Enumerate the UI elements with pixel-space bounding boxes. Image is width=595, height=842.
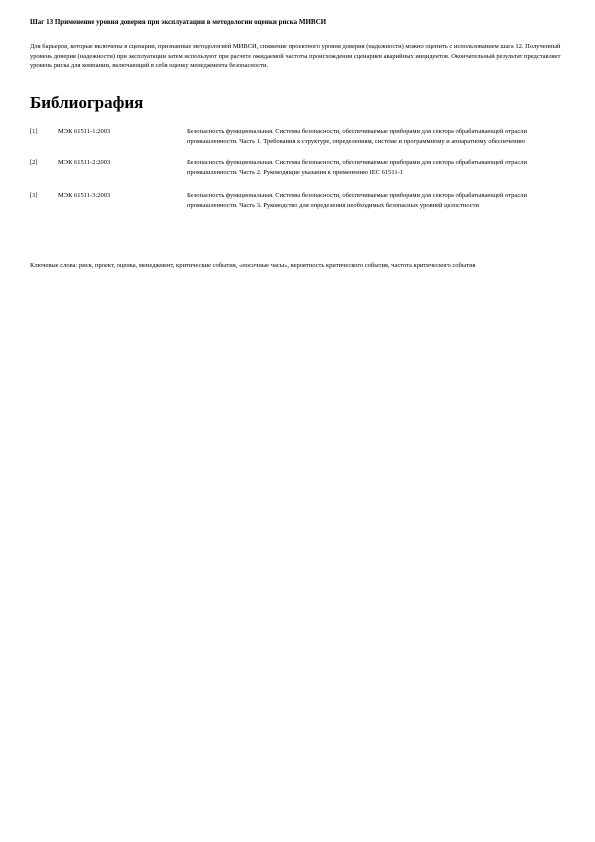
bibliography-entry-1 [30,127,570,158]
bibliography-code: МЭК 61511-1:2003 [58,128,111,135]
bibliography-description: Безопасность функциональная. Системы безопасности, обеспечиваемые приборами для сектора обрабатывающей отрасли промышленности. Часть 1. Требования к структуре, определениям, системе и программному и аппаратному обеспечению [187,128,527,145]
keywords-paragraph: Ключевые слова: риск, проект, оценка, менеджмент, критические события, «посочные часы», вероятность критического события, частота критического события [30,262,476,269]
bibliography-description: Безопасность функциональная. Системы безопасности, обеспечиваемые приборами для сектора обрабатывающей отрасли промышленности. Часть 3. Руководство для определения необходимых безопасных уровней целостности [187,192,527,209]
bibliography-number: [1] [30,128,38,135]
bibliography-number: [3] [30,192,38,199]
step-title: Шаг 13 Применение уровня доверия при эксплуатации в методологии оценки риска МИВСИ [30,18,327,26]
bibliography-list [30,127,570,222]
bibliography-code: МЭК 61511-3:2003 [58,192,111,199]
bibliography-heading: Библиография [30,93,144,112]
bibliography-description: Безопасность функциональная. Системы безопасности, обеспечиваемые приборами для сектора обрабатывающей отрасли промышленности. Часть 2. Руководящие указания к применению IEC 61511-1 [187,159,527,176]
bibliography-code: МЭК 61511-2:2003 [58,159,111,166]
bibliography-number: [2] [30,159,38,166]
bibliography-entry-2 [30,158,570,191]
intro-paragraph: Для барьеров, которые включены в сценарии, признанные методологией МИВСИ, снижение проектного уровня доверия (надежности) можно оценить с использованием шага 12. Полученный уровень доверия (надежности) при эксплуатации затем используют при расчете ожидаемой частоты происхождения сценариев аварийных инцидентов. Окончательный результат представляет уровень риска для компании, включающий в себя оценку менеджмента безопасности. [30,43,561,69]
bibliography-entry-3 [30,191,570,222]
